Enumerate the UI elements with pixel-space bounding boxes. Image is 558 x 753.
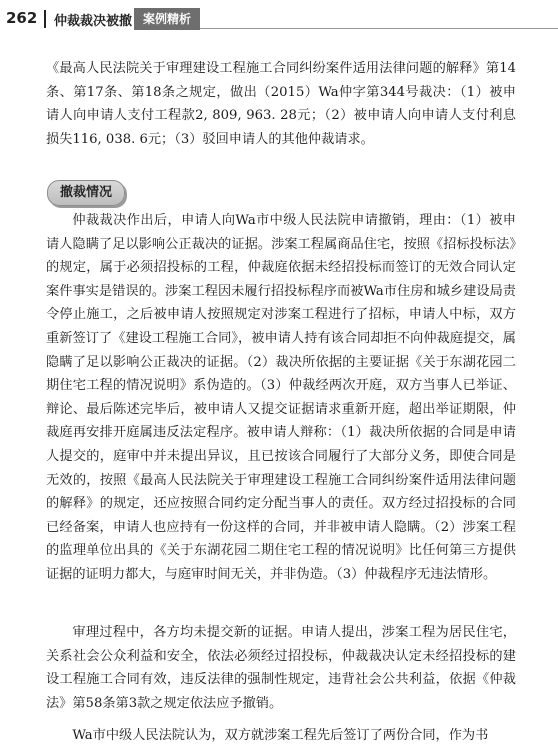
page-number: 262 xyxy=(6,9,38,27)
paragraph-application: 仲裁裁决作出后，申请人向Wa市中级人民法院申请撤销，理由：（1）被申请人隐瞒了足以影响公正裁决的证据。涉案工程属商品住宅，按照《招标投标法》的规定，属于必须招投标的工程，仲裁庭依据未经招投标而签订的无效合同认定案件事实是错误的。涉案工程因未履行招投标程序而被Wa市住房和城乡建设局责令停止施工，之后被申请人按照规定对涉案工程进行了招标，申请人中标，双方重新签订了《建设工程施工合同》，被申请人持有该合同却拒不向仲裁庭提交，属隐瞒了足以影响公正裁决的证据。（2）裁决所依据的主要证据《关于东湖花园二期住宅工程的情况说明》系伪造的。（3）仲裁经两次开庭，双方当事人已举证、辩论、最后陈述完毕后，被申请人又提交证据请求重新开庭，超出举证期限，仲裁庭再安排开庭属违反法定程序。被申请人辩称：（1）裁决所依据的合同是申请人提交的，庭审中并未提出异议，且已按该合同履行了大部分义务，即使合同是无效的，按照《最高人民法院关于审理建设工程施工合同纠纷案件适用法律问题的解释》的规定，还应按照合同约定分配当事人的责任。双方经过招投标的合同已经备案，申请人也应持有一份这样的合同，并非被申请人隐瞒。（2）涉案工程的监理单位出具的《关于东湖花园二期住宅工程的情况说明》比任何第三方提供证据的证明力都大，与庭审时间无关，并非伪造。（3）仲裁程序无违法情形。 xyxy=(46,213,516,582)
header-separator xyxy=(44,10,46,28)
paragraph-court-opinion: Wa市中级人民法院认为，双方就涉案工程先后签订了两份合同，作为书 xyxy=(72,728,489,743)
section-badge: 撤裁情况 xyxy=(47,180,125,206)
book-title: 仲裁裁决被撤 xyxy=(54,14,133,29)
header-rule xyxy=(200,28,558,29)
section-tag: 案例精析 xyxy=(134,8,200,30)
paragraph-review: 审理过程中，各方均未提交新的证据。申请人提出，涉案工程为居民住宅，关系社会公众利益和安全，依法必须经过招投标，仲裁裁决认定未经招投标的建设工程施工合同有效，违反法律的强制性规定，违背社会公共利益，依据《仲裁法》第58条第3款之规定依法应予撤销。 xyxy=(46,625,516,711)
page-header xyxy=(0,8,558,32)
paragraph-ruling: 《最高人民法院关于审理建设工程施工合同纠纷案件适用法律问题的解释》第14条、第17条、第18条之规定，做出（2015）Wa仲字第344号裁决：（1）被申请人向申请人支付工程款2, 809, 963. 28元；（2）被申请人向申请人支付利息损失116, 038. 6元；（3）驳回申请人的其他仲裁请求。 xyxy=(46,61,516,147)
